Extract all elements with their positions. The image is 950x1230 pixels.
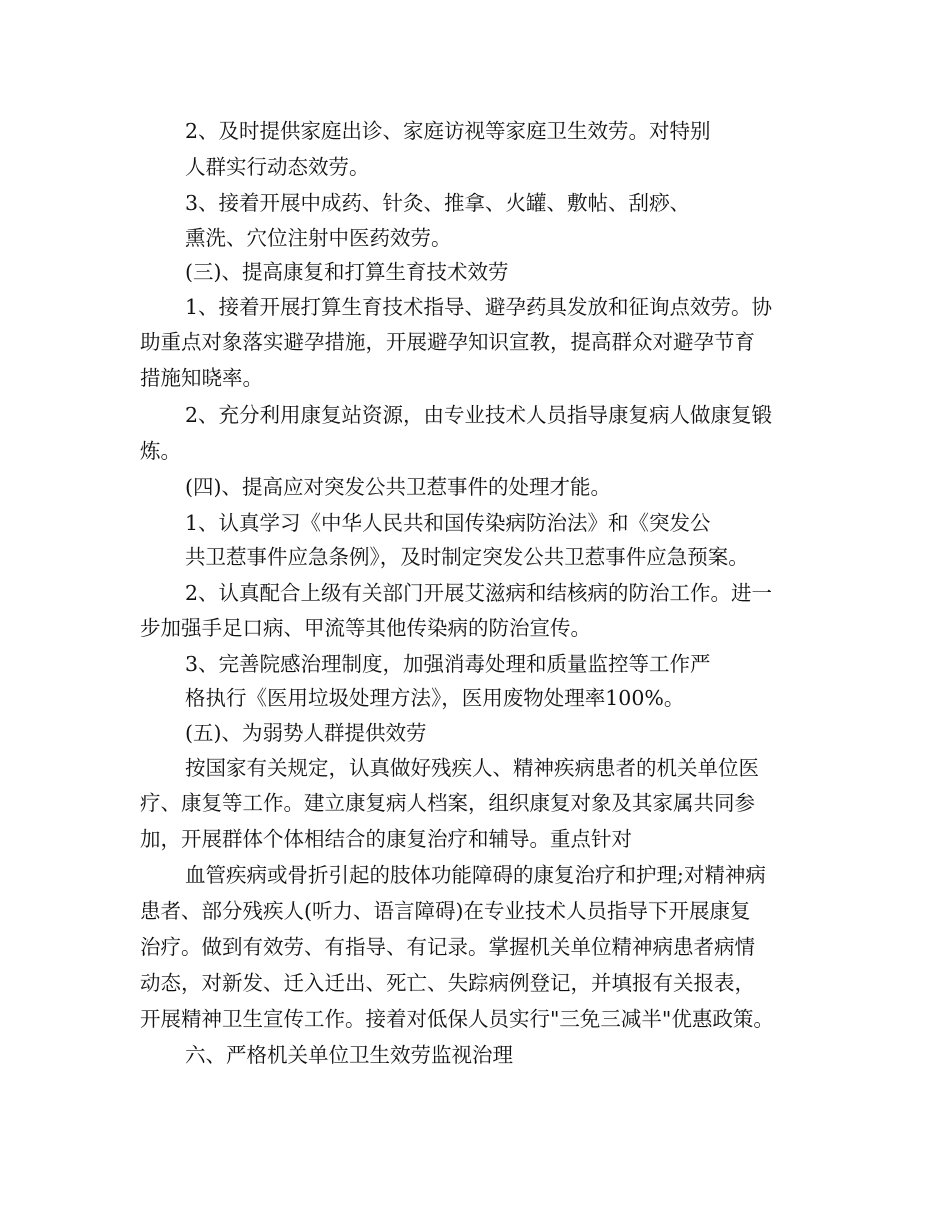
section-heading: (三)、提高康复和打算生育技术效劳 [185, 260, 509, 284]
text-line: 步加强手足口病、甲流等其他传染病的防治宣传。 [140, 616, 591, 640]
text-line: 血管疾病或骨折引起的肢体功能障碍的康复治疗和护理;对精神病 [185, 863, 766, 887]
section-heading: 六、严格机关单位卫生效劳监视治理 [185, 1043, 513, 1067]
text-line: 动态，对新发、迁入迁出、死亡、失踪病例登记，并填报有关报表， [140, 971, 755, 995]
text-line: 熏洗、穴位注射中医药效劳。 [185, 226, 452, 250]
text-line: 人群实行动态效劳。 [185, 155, 370, 179]
section-heading: (五)、为弱势人群提供效劳 [185, 721, 427, 745]
text-line: 助重点对象落实避孕措施，开展避孕知识宣教，提高群众对避孕节育 [140, 330, 755, 354]
text-line: 患者、部分残疾人(听力、语言障碍)在专业技术人员指导下开展康复 [140, 899, 751, 923]
text-line: 治疗。做到有效劳、有指导、有记录。掌握机关单位精神病患者病情 [140, 935, 755, 959]
text-line: 疗、康复等工作。建立康复病人档案，组织康复对象及其家属共同参 [140, 791, 755, 815]
section-heading: (四)、提高应对突发公共卫惹事件的处理才能。 [185, 475, 611, 499]
text-line: 2、及时提供家庭出诊、家庭访视等家庭卫生效劳。对特别 [185, 119, 711, 143]
text-line: 按国家有关规定，认真做好残疾人、精神疾病患者的机关单位医 [185, 756, 759, 780]
text-line: 1、认真学习《中华人民共和国传染病防治法》和《突发公 [185, 511, 711, 535]
text-line: 1、接着开展打算生育技术指导、避孕药具发放和征询点效劳。协 [185, 295, 773, 319]
text-line: 炼。 [140, 439, 181, 463]
text-line: 格执行《医用垃圾处理方法》，医用废物处理率100%。 [185, 686, 685, 710]
text-line: 2、认真配合上级有关部门开展艾滋病和结核病的防治工作。进一 [185, 581, 773, 605]
text-line: 3、接着开展中成药、针灸、推拿、火罐、敷帖、刮痧、 [185, 191, 691, 215]
text-line: 开展精神卫生宣传工作。接着对低保人员实行"三免三减半"优惠政策。 [140, 1007, 774, 1031]
text-line: 加，开展群体个体相结合的康复治疗和辅导。重点针对 [140, 827, 632, 851]
text-line: 措施知晓率。 [140, 366, 263, 390]
text-line: 2、充分利用康复站资源，由专业技术人员指导康复病人做康复锻 [185, 403, 773, 427]
text-line: 3、完善院感治理制度，加强消毒处理和质量监控等工作严 [185, 652, 711, 676]
text-line: 共卫惹事件应急条例》，及时制定突发公共卫惹事件应急预案。 [185, 545, 749, 569]
